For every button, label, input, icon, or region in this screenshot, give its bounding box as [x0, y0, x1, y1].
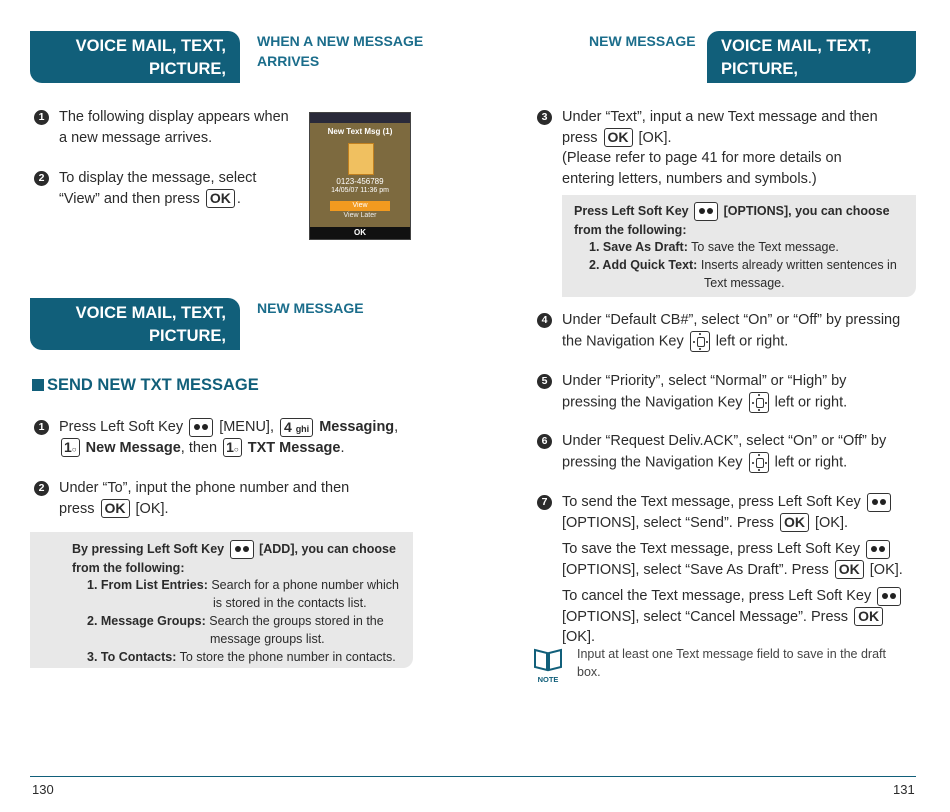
navigation-key-icon — [690, 331, 710, 352]
phone-date: 14/05/07 11:36 pm — [331, 187, 389, 194]
phone-ok-softkey: OK — [310, 227, 410, 239]
phone-title: New Text Msg (1) — [327, 127, 393, 136]
step-number: 2 — [34, 171, 49, 186]
ok-key-icon: OK — [780, 513, 809, 532]
left-soft-key-icon — [189, 418, 213, 437]
step-number: 1 — [34, 110, 49, 125]
info-box: By pressing Left Soft Key [ADD], you can choose from the following: 1. From List Entries: Search for a phone number which is stored in the contacts list. 2. Message Groups: Search the groups stored in the message groups list. 3. To Contacts: To store the phone number in contacts. — [30, 532, 413, 668]
phone-number: 0123-456789 — [336, 177, 384, 186]
key-1-icon: 1○ — [223, 438, 242, 457]
chapter-tab-line1: VOICE MAIL, TEXT, PICTURE, — [75, 37, 226, 78]
chapter-tab: VOICE MAIL, TEXT, PICTURE, VIDEO MESSAGING — [707, 31, 916, 83]
key-1-icon: 1○ — [61, 438, 80, 457]
chapter-tab: VOICE MAIL, TEXT, PICTURE, VIDEO MESSAGING — [30, 298, 240, 350]
navigation-key-icon — [749, 392, 769, 413]
section-subtitle: NEW MESSAGE — [589, 33, 696, 49]
note-icon: NOTE — [533, 646, 563, 682]
left-soft-key-icon — [694, 202, 718, 221]
ok-key-icon: OK — [835, 560, 864, 579]
chapter-tab-line2: VIDEO MESSAGING — [69, 83, 226, 101]
view-later-option: View Later — [343, 212, 377, 219]
left-soft-key-icon — [866, 540, 890, 559]
view-option: View — [330, 201, 390, 211]
left-soft-key-icon — [867, 493, 891, 512]
left-soft-key-icon — [877, 587, 901, 606]
status-bar — [310, 113, 410, 123]
ok-key-icon: OK — [604, 128, 633, 147]
footer-rule — [30, 776, 916, 777]
bullet-square-icon — [32, 379, 44, 391]
navigation-key-icon — [749, 452, 769, 473]
info-box: Press Left Soft Key [OPTIONS], you can choose from the following: 1. Save As Draft: To save the Text message. 2. Add Quick Text: Inserts already written sentences in Text message. — [562, 195, 916, 297]
section-heading: SEND NEW TXT MESSAGE — [32, 376, 259, 395]
ok-key-icon: OK — [101, 499, 130, 518]
page-number-right: 131 — [893, 782, 915, 797]
section-subtitle: NEW MESSAGE — [257, 300, 364, 316]
note-text: Input at least one Text message field to save in the draft box. — [577, 647, 886, 679]
section-subtitle: WHEN A NEW MESSAGE ARRIVES — [257, 33, 424, 69]
phone-screen-image — [309, 112, 411, 240]
key-4-icon: 4 ghi — [280, 418, 313, 437]
chapter-tab — [30, 31, 240, 101]
ok-key-icon: OK — [206, 189, 235, 208]
message-envelope-icon — [348, 143, 374, 175]
ok-key-icon: OK — [854, 607, 883, 626]
left-soft-key-icon — [230, 540, 254, 559]
page-number-left: 130 — [32, 782, 54, 797]
